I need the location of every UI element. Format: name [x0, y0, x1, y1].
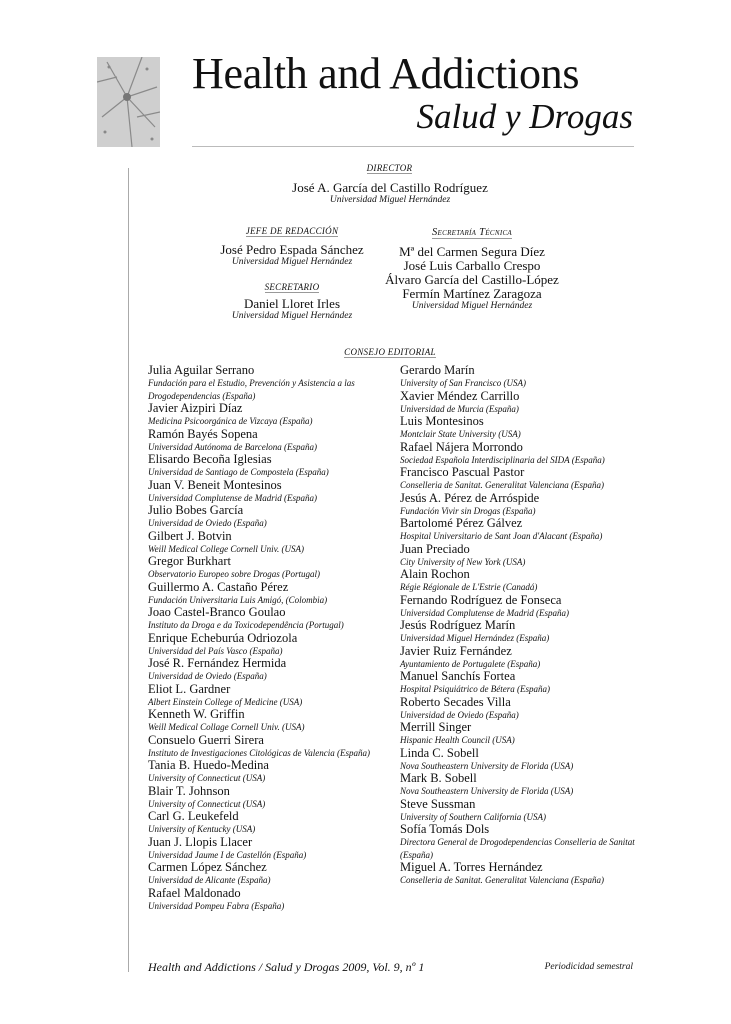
journal-title: Health and Addictions — [192, 49, 580, 98]
member-institution: Universidad de Oviedo (España) — [400, 709, 519, 720]
journal-subtitle: Salud y Drogas — [416, 97, 633, 136]
member-institution: Universidad de Murcia (España) — [400, 403, 519, 414]
member-name: Joao Castel-Branco Goulao — [148, 605, 286, 619]
member-name: Juan J. Llopis Llacer — [148, 834, 253, 849]
member-institution: Instituto da Droga e da Toxicodependência (Portugal) — [148, 620, 344, 630]
member-institution: Conselleria de Sanitat. Generalitat Valenciana (España) — [400, 875, 604, 885]
member-name: Roberto Secades Villa — [400, 694, 511, 709]
member-name: Jesús Rodríguez Marín — [400, 618, 516, 632]
member-name: Blair T. Johnson — [148, 783, 230, 798]
member-institution: Conselleria de Sanitat. Generalitat Valenciana (España) — [400, 480, 604, 490]
member-name: Steve Sussman — [400, 796, 476, 811]
member-name: Tania B. Huedo-Medina — [148, 758, 269, 772]
member-name: Gilbert J. Botvin — [148, 528, 232, 543]
member-institution: Universidad Pompeu Fabra (España) — [148, 900, 285, 911]
member-institution: Universidad de Santiago de Compostela (España) — [148, 467, 329, 477]
member-institution: Universidad de Oviedo (España) — [148, 671, 267, 681]
member-institution: Weill Medical College Cornell Univ. (USA) — [148, 543, 304, 554]
secretario-name: Daniel Lloret Irles — [243, 296, 340, 311]
member-name: Eliot L. Gardner — [148, 681, 231, 696]
consejo-right-column — [400, 364, 640, 887]
member-institution: University of Connecticut (USA) — [148, 798, 266, 809]
member-name: Luis Montesinos — [400, 414, 484, 428]
member-name: Alain Rochon — [400, 567, 470, 581]
member-name: Fernando Rodríguez de Fonseca — [400, 592, 562, 607]
member-institution: Nova Southeastern University de Florida (USA) — [400, 786, 574, 796]
member-institution: Albert Einstein College of Medicine (USA) — [148, 696, 303, 707]
secretaria-block — [372, 245, 572, 312]
left-rule — [128, 168, 129, 972]
member-name: Julia Aguilar Serrano — [148, 363, 255, 377]
member-name: Rafael Nájera Morrondo — [400, 439, 523, 454]
member-name: Rafael Maldonado — [148, 885, 241, 900]
member-institution: Fundación Universitaria Luis Amigó, (Colombia) — [148, 594, 328, 605]
member-institution: Hospital Universitario de Sant Joan d'Alacant (España) — [400, 531, 603, 541]
secretaria-name-1: Mª del Carmen Segura Díez — [399, 244, 545, 259]
member-name: Sofía Tomás Dols — [400, 822, 490, 836]
member-name: José R. Fernández Hermida — [148, 656, 287, 670]
member-institution: University of Southern California (USA) — [400, 811, 546, 822]
secretario-block — [192, 297, 392, 322]
member-name: Carmen López Sánchez — [148, 860, 267, 874]
director-block — [190, 181, 590, 206]
member-institution: Fundación Vivir sin Drogas (España) — [400, 505, 536, 516]
member-name: Kenneth W. Griffin — [148, 707, 245, 721]
member-name: Gregor Burkhart — [148, 554, 231, 568]
member-institution: University of San Francisco (USA) — [400, 378, 526, 388]
member-institution: Universidad Jaume I de Castellón (España) — [148, 849, 307, 860]
member-institution: Hospital Psiquiátrico de Bétera (España) — [400, 684, 550, 694]
member-name: Linda C. Sobell — [400, 745, 479, 760]
member-institution: Observatorio Europeo sobre Drogas (Portugal) — [148, 569, 320, 579]
member-institution: Weill Medical Collage Cornell Univ. (USA) — [148, 722, 305, 732]
member-name: Enrique Echeburúa Odriozola — [148, 630, 298, 645]
consejo-left-column — [148, 364, 388, 912]
member-name: Mark B. Sobell — [400, 771, 477, 785]
member-name: Elisardo Becoña Iglesias — [148, 452, 272, 466]
member-name: Bartolomé Pérez Gálvez — [400, 516, 523, 530]
member-name: Gerardo Marín — [400, 363, 475, 377]
member-name: Merrill Singer — [400, 720, 472, 734]
director-role: DIRECTOR — [366, 163, 413, 173]
member-name: Xavier Méndez Carrillo — [400, 388, 520, 403]
jefe-block — [192, 243, 392, 268]
member-name: Consuelo Guerri Sirera — [148, 732, 264, 747]
member-name: Francisco Pascual Pastor — [400, 465, 525, 479]
secretario-affiliation: Universidad Miguel Hernández — [231, 311, 353, 321]
member-institution: Sociedad Española Interdisciplinaria del SIDA (España) — [400, 454, 605, 465]
member-name: Juan Preciado — [400, 541, 470, 556]
member-name: Carl G. Leukefeld — [148, 809, 239, 823]
member-institution: Directora General de Drogodependencias Conselleria de Sanitat (España) — [400, 837, 635, 860]
member-institution: University of Kentucky (USA) — [148, 824, 256, 834]
member-name: Miguel A. Torres Hernández — [400, 860, 543, 874]
member-name: Guillermo A. Castaño Pérez — [148, 579, 289, 594]
member-name: Ramón Bayés Sopena — [148, 426, 258, 441]
member-name: Javier Aizpiri Díaz — [148, 401, 243, 415]
jefe-affiliation: Universidad Miguel Hernández — [231, 257, 353, 267]
neuron-image-icon — [97, 57, 160, 147]
director-affiliation: Universidad Miguel Hernández — [329, 195, 451, 205]
member-institution: Nova Southeastern University de Florida (USA) — [400, 760, 574, 771]
secretaria-affiliation: Universidad Miguel Hernández — [411, 301, 533, 311]
member-institution: Hispanic Health Council (USA) — [400, 735, 515, 745]
member-institution: City University of New York (USA) — [400, 556, 526, 567]
jefe-role: JEFE DE REDACCIÓN — [245, 226, 339, 236]
member-name: Juan V. Beneit Montesinos — [148, 477, 282, 492]
member-institution: Fundación para el Estudio, Prevención y Asistencia a las Drogodependencias (España) — [148, 378, 355, 401]
member-institution: Universidad del País Vasco (España) — [148, 645, 283, 656]
consejo-role: CONSEJO EDITORIAL — [344, 347, 436, 357]
secretaria-name-3: Álvaro García del Castillo-López — [385, 272, 559, 287]
footer-citation: Health and Addictions / Salud y Drogas 2009, Vol. 9, nº 1 — [148, 960, 425, 974]
member-institution: Ayuntamiento de Portugalete (España) — [400, 658, 541, 669]
secretaria-name-2: José Luis Carballo Crespo — [403, 258, 541, 273]
jefe-name: José Pedro Espada Sánchez — [220, 242, 364, 257]
member-institution: Universidad Complutense de Madrid (España) — [400, 607, 569, 618]
member-institution: University of Connecticut (USA) — [148, 773, 266, 783]
member-institution: Universidad Miguel Hernández (España) — [400, 633, 550, 643]
member-institution: Universidad Complutense de Madrid (España) — [148, 492, 317, 503]
secretaria-role: Secretaría Técnica — [431, 227, 513, 238]
member-name: Julio Bobes García — [148, 503, 244, 517]
member-name: Javier Ruiz Fernández — [400, 643, 512, 658]
member-institution: Universidad Autónoma de Barcelona (España) — [148, 441, 317, 452]
member-name: Jesús A. Pérez de Arróspide — [400, 490, 540, 505]
footer-periodicity: Periodicidad semestral — [544, 962, 633, 972]
secretaria-name-4: Fermín Martínez Zaragoza — [402, 286, 542, 301]
member-institution: Universidad de Oviedo (España) — [148, 518, 267, 528]
member-institution: Régie Régionale de L'Estrie (Canadá) — [400, 582, 538, 592]
director-name: José A. García del Castillo Rodríguez — [292, 180, 488, 195]
header-divider — [192, 146, 634, 147]
member-name: Manuel Sanchís Fortea — [400, 669, 516, 683]
member-institution: Universidad de Alicante (España) — [148, 875, 271, 885]
member-institution: Instituto de Investigaciones Citológicas de Valencia (España) — [148, 747, 370, 758]
member-institution: Medicina Psicoorgánica de Vizcaya (España) — [148, 416, 313, 426]
member-institution: Montclair State University (USA) — [400, 429, 521, 439]
secretario-role: SECRETARIO — [264, 282, 320, 292]
